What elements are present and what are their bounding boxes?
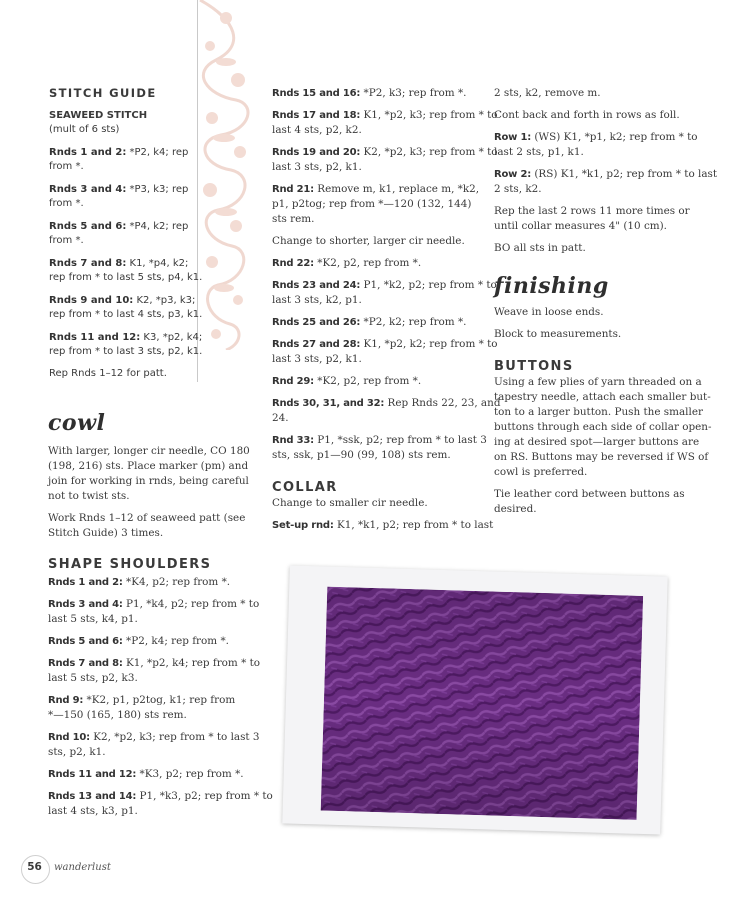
round-row: Rnd 21: Remove m, k1, replace m, *k2, — [272, 183, 480, 195]
rows-note: Cont back and forth in rows as foll. — [494, 109, 680, 121]
row-instruction: Row 1: (WS) K1, *p1, k2; rep from * to — [494, 131, 698, 143]
bind-off-note: BO all sts in patt. — [494, 242, 586, 254]
stitch-guide-note: Rep Rnds 1–12 for patt. — [49, 368, 167, 379]
decorative-floral-ornament — [196, 0, 254, 350]
stitch-guide-row: Rnds 5 and 6: *P4, k2; rep — [49, 221, 189, 232]
shoulder-row-cont: last 5 sts, p2, k3. — [48, 672, 138, 684]
shoulder-row: Rnds 13 and 14: P1, *k3, p2; rep from * to — [48, 790, 273, 802]
stitch-guide-row-cont: from *. — [49, 235, 84, 246]
round-row-cont: last 3 sts, k2, p1. — [272, 294, 362, 306]
shoulder-row: Rnds 7 and 8: K1, *p2, k4; rep from * to — [48, 657, 261, 669]
round-row: Rnds 30, 31, and 32: Rep Rnds 22, 23, and — [272, 397, 501, 409]
shoulder-row: Rnd 9: *K2, p1, p2tog, k1; rep from — [48, 694, 236, 706]
round-row: Rnds 27 and 28: K1, *p2, k2; rep from * to — [272, 338, 498, 350]
cowl-heading: cowl — [48, 410, 106, 436]
cowl-paragraph-line: join for working in rnds, being careful — [48, 475, 249, 487]
stitch-guide-row-cont: from *. — [49, 198, 84, 209]
collar-continued: 2 sts, k2, remove m. — [494, 87, 601, 99]
cowl-paragraph-line: Stitch Guide) 3 times. — [48, 527, 164, 539]
repeat-note: until collar measures 4" (10 cm). — [494, 220, 667, 232]
round-row: Rnds 19 and 20: K2, *p2, k3; rep from * to — [272, 146, 498, 158]
shoulder-row: Rnds 3 and 4: P1, *k4, p2; rep from * to — [48, 598, 260, 610]
round-row: Rnd 22: *K2, p2, rep from *. — [272, 257, 422, 269]
shoulder-row-cont: sts, p2, k1. — [48, 746, 106, 758]
round-row: Rnds 15 and 16: *P2, k3; rep from *. — [272, 87, 467, 99]
tie-note: Tie leather cord between buttons as — [494, 488, 685, 500]
stitch-guide-row: Rnds 1 and 2: *P2, k4; rep — [49, 147, 189, 158]
stitch-guide-row-cont: rep from * to last 5 sts, p4, k1. — [49, 272, 203, 283]
shoulder-row-cont: *—150 (165, 180) sts rem. — [48, 709, 187, 721]
magazine-name: wanderlust — [54, 862, 111, 873]
stitch-guide-row: Rnds 9 and 10: K2, *p3, k3; — [49, 295, 196, 306]
buttons-text-line: on RS. Buttons may be reversed if WS of — [494, 451, 709, 463]
row-instruction-cont: 2 sts, k2. — [494, 183, 542, 195]
buttons-text-line: tapestry needle, attach each smaller but- — [494, 391, 711, 403]
stitch-guide-divider — [197, 0, 198, 382]
round-row-cont: last 4 sts, p2, k2. — [272, 124, 362, 136]
stitch-guide-heading: STITCH GUIDE — [49, 86, 157, 100]
finishing-heading: finishing — [494, 273, 609, 299]
repeat-note: Rep the last 2 rows 11 more times or — [494, 205, 690, 217]
collar-text: Change to smaller cir needle. — [272, 497, 428, 509]
round-row-cont: p1, p2tog; rep from *—120 (132, 144) — [272, 198, 472, 210]
buttons-text-line: buttons through each side of collar open- — [494, 421, 712, 433]
stitch-guide-row-cont: rep from * to last 4 sts, p3, k1. — [49, 309, 203, 320]
round-row-cont: 24. — [272, 412, 289, 424]
round-row: Rnd 29: *K2, p2, rep from *. — [272, 375, 422, 387]
round-row: Rnds 25 and 26: *P2, k2; rep from *. — [272, 316, 467, 328]
seaweed-stitch-mult: (mult of 6 sts) — [49, 124, 120, 135]
round-row: Rnds 17 and 18: K1, *p2, k3; rep from * to — [272, 109, 498, 121]
buttons-text-line: Using a few plies of yarn threaded on a — [494, 376, 702, 388]
buttons-text-line: ton to a larger button. Push the smaller — [494, 406, 703, 418]
stitch-guide-row: Rnds 3 and 4: *P3, k3; rep — [49, 184, 189, 195]
purple-seaweed-stitch-swatch — [321, 587, 644, 820]
finishing-step: Weave in loose ends. — [494, 306, 604, 318]
row-instruction-cont: last 2 sts, p1, k1. — [494, 146, 584, 158]
shoulder-row: Rnds 11 and 12: *K3, p2; rep from *. — [48, 768, 244, 780]
round-row-cont: sts rem. — [272, 213, 315, 225]
buttons-text-line: cowl is preferred. — [494, 466, 588, 478]
shoulder-row-cont: last 4 sts, k3, p1. — [48, 805, 138, 817]
round-row: Rnd 33: P1, *ssk, p2; rep from * to last 3 — [272, 434, 487, 446]
shoulder-row: Rnds 5 and 6: *P2, k4; rep from *. — [48, 635, 229, 647]
setup-round: Set-up rnd: K1, *k1, p2; rep from * to last — [272, 519, 494, 531]
cowl-paragraph-line: (198, 216) sts. Place marker (pm) and — [48, 460, 249, 472]
round-row-cont: last 3 sts, p2, k1. — [272, 353, 362, 365]
round-row-cont: sts, ssk, p1—90 (99, 108) sts rem. — [272, 449, 451, 461]
shape-shoulders-heading: SHAPE SHOULDERS — [48, 557, 212, 572]
buttons-text-line: ing at desired spot—larger buttons are — [494, 436, 700, 448]
cowl-paragraph-line: Work Rnds 1–12 of seaweed patt (see — [48, 512, 246, 524]
buttons-heading: BUTTONS — [494, 359, 574, 374]
page-number: 56 — [27, 861, 42, 873]
seaweed-stitch-heading: SEAWEED STITCH — [49, 110, 148, 121]
stitch-guide-row-cont: rep from * to last 3 sts, p2, k1. — [49, 346, 203, 357]
stitch-guide-row: Rnds 7 and 8: K1, *p4, k2; — [49, 258, 189, 269]
round-row: Rnds 23 and 24: P1, *k2, p2; rep from * to — [272, 279, 497, 291]
row-instruction: Row 2: (RS) K1, *k1, p2; rep from * to last — [494, 168, 718, 180]
change-needle-note: Change to shorter, larger cir needle. — [272, 235, 465, 247]
cowl-paragraph-line: not to twist sts. — [48, 490, 130, 502]
tie-note: desired. — [494, 503, 537, 515]
collar-heading: COLLAR — [272, 480, 338, 495]
knit-swatch-photo — [282, 565, 667, 834]
shoulder-row: Rnds 1 and 2: *K4, p2; rep from *. — [48, 576, 231, 588]
round-row-cont: last 3 sts, p2, k1. — [272, 161, 362, 173]
stitch-guide-row-cont: from *. — [49, 161, 84, 172]
cowl-paragraph-line: With larger, longer cir needle, CO 180 — [48, 445, 250, 457]
shoulder-row-cont: last 5 sts, k4, p1. — [48, 613, 138, 625]
finishing-step: Block to measurements. — [494, 328, 622, 340]
shoulder-row: Rnd 10: K2, *p2, k3; rep from * to last 3 — [48, 731, 260, 743]
stitch-guide-row: Rnds 11 and 12: K3, *p2, k4; — [49, 332, 203, 343]
